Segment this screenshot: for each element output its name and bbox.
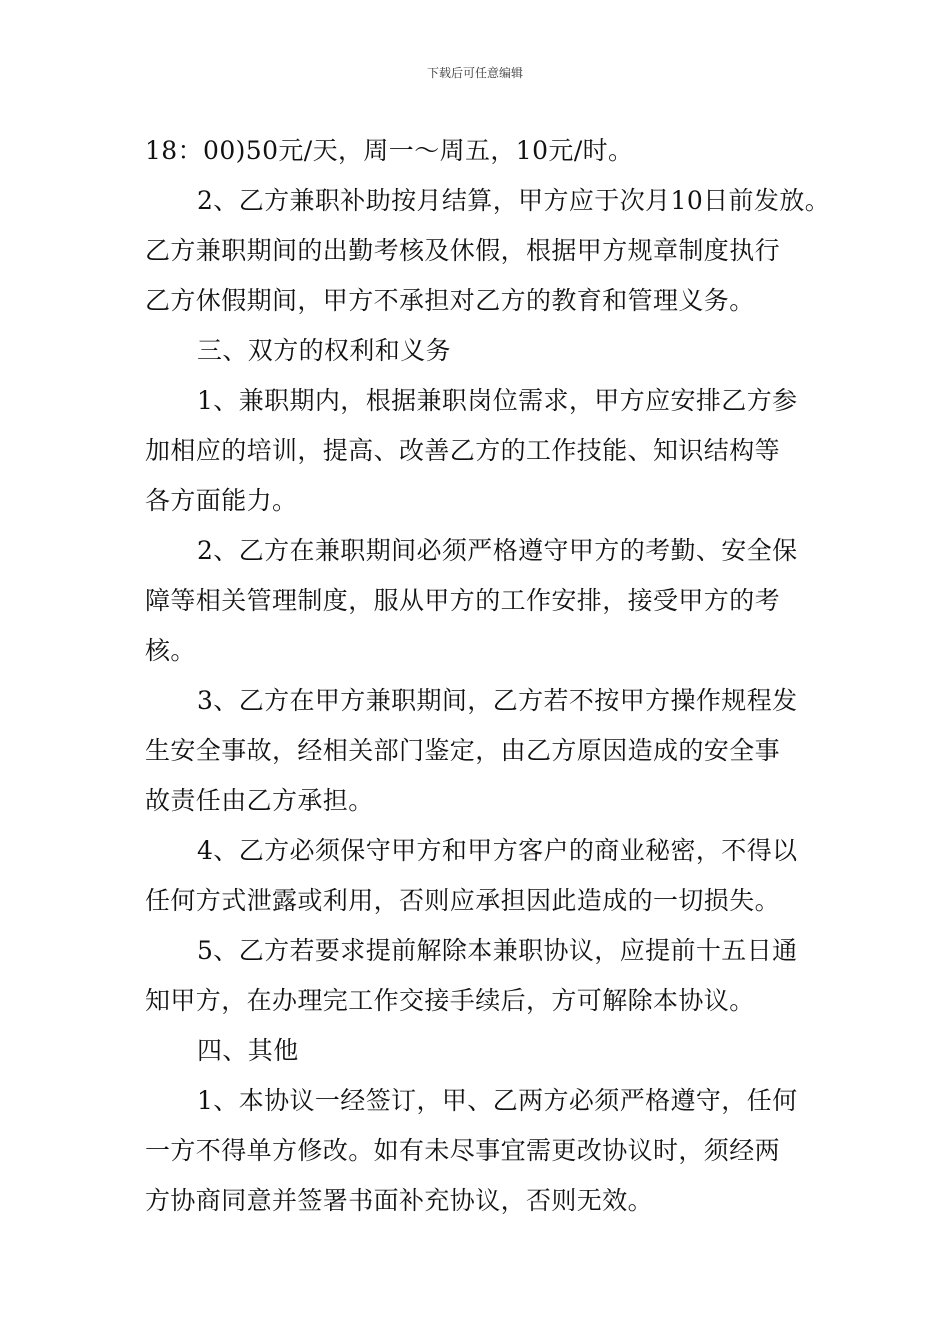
- document-body: [145, 126, 831, 1226]
- text-line: 生安全事故，经相关部门鉴定，由乙方原因造成的安全事: [145, 736, 781, 765]
- text-line: 故责任由乙方承担。: [145, 786, 374, 815]
- text-line: 方协商同意并签署书面补充协议，否则无效。: [145, 1186, 654, 1215]
- text-line: 1、兼职期内，根据兼职岗位需求，甲方应安排乙方参: [197, 386, 798, 415]
- text-line: 加相应的培训，提高、改善乙方的工作技能、知识结构等: [145, 436, 781, 465]
- section-heading: 四、其他: [197, 1036, 299, 1065]
- text-line: 各方面能力。: [145, 486, 298, 515]
- text-line: 障等相关管理制度，服从甲方的工作安排，接受甲方的考: [145, 586, 781, 615]
- text-line: 1、本协议一经签订，甲、乙两方必须严格遵守，任何: [197, 1086, 798, 1115]
- text-line: 核。: [145, 636, 196, 665]
- text-line: 一方不得单方修改。如有未尽事宜需更改协议时，须经两: [145, 1136, 781, 1165]
- text-line: 5、乙方若要求提前解除本兼职协议，应提前十五日通: [197, 936, 798, 965]
- text-line: 乙方兼职期间的出勤考核及休假，根据甲方规章制度执行: [145, 236, 781, 265]
- text-line: 4、乙方必须保守甲方和甲方客户的商业秘密，不得以: [197, 836, 798, 865]
- text-line: 任何方式泄露或利用，否则应承担因此造成的一切损失。: [145, 886, 781, 915]
- text-line: 3、乙方在甲方兼职期间，乙方若不按甲方操作规程发: [197, 686, 798, 715]
- text-line: 知甲方，在办理完工作交接手续后，方可解除本协议。: [145, 986, 755, 1015]
- section-heading: 三、双方的权利和义务: [197, 336, 452, 365]
- text-line: 乙方休假期间，甲方不承担对乙方的教育和管理义务。: [145, 286, 755, 315]
- text-line: 2、乙方兼职补助按月结算，甲方应于次月10日前发放。: [197, 186, 831, 215]
- text-line: 18：00)50元/天，周一～周五，10元/时。: [145, 136, 634, 165]
- page-header: 下载后可任意编辑: [426, 66, 523, 80]
- text-line: 2、乙方在兼职期间必须严格遵守甲方的考勤、安全保: [197, 536, 798, 565]
